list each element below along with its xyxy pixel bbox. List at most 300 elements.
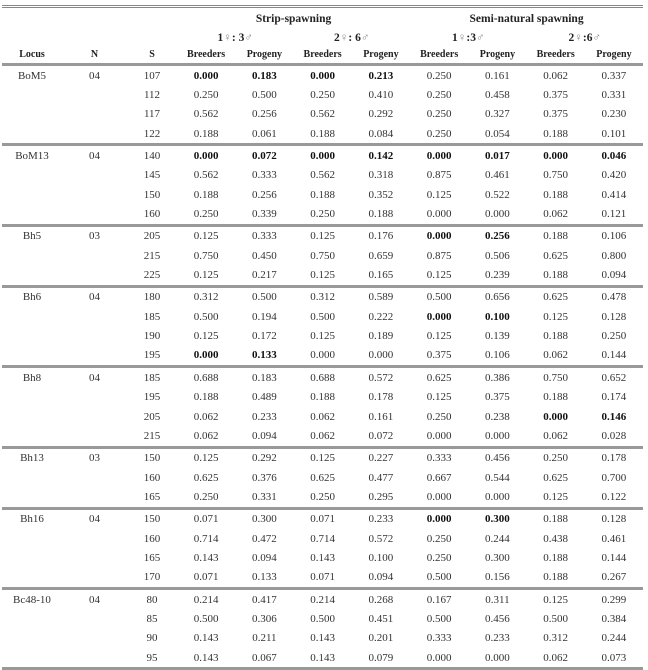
locus-name-empty <box>2 85 62 104</box>
group-strip-spawning: Strip-spawning <box>177 7 410 30</box>
frequency-cell: 0.125 <box>294 447 352 468</box>
locus-n: 04 <box>62 588 127 609</box>
table-row <box>2 367 643 388</box>
allele-size: 95 <box>127 648 177 669</box>
locus-n-empty <box>62 185 127 204</box>
frequency-cell: 0.071 <box>177 508 235 529</box>
frequency-cell: 0.142 <box>352 145 410 166</box>
table-row <box>2 548 643 567</box>
table-row <box>2 204 643 225</box>
column-header-s: S <box>127 46 177 65</box>
column-header-breeders: Breeders <box>177 46 235 65</box>
frequency-cell: 0.250 <box>193 490 219 503</box>
frequency-cell: 0.500 <box>193 612 219 625</box>
frequency-cell: 0.128 <box>585 508 643 529</box>
table-row <box>2 487 643 508</box>
frequency-cell: 0.000 <box>410 508 468 529</box>
frequency-cell: 0.000 <box>177 145 235 166</box>
column-header-n: N <box>62 46 127 65</box>
frequency-cell: 0.062 <box>543 69 569 82</box>
frequency-cell: 0.125 <box>426 391 452 404</box>
ratio-separator: : <box>466 31 471 44</box>
frequency-cell: 0.295 <box>368 490 394 503</box>
allele-size: 90 <box>146 632 158 645</box>
frequency-cell: 0.222 <box>368 310 394 323</box>
frequency-cell: 0.214 <box>294 588 352 609</box>
frequency-cell: 0.122 <box>601 490 627 503</box>
locus-name-empty <box>2 609 62 628</box>
frequency-cell: 0.133 <box>252 349 277 362</box>
frequency-cell: 0.000 <box>543 410 569 423</box>
frequency-cell: 0.339 <box>252 208 277 221</box>
ratio-separator: : <box>231 31 239 44</box>
frequency-cell: 0.375 <box>543 89 569 102</box>
frequency-cell: 0.146 <box>601 410 627 423</box>
locus-n-empty <box>62 529 127 548</box>
allele-size: 107 <box>143 69 161 82</box>
frequency-cell: 0.562 <box>193 169 219 182</box>
frequency-cell: 0.188 <box>310 127 335 140</box>
frequency-cell: 0.375 <box>543 108 569 121</box>
frequency-cell: 0.244 <box>485 532 510 545</box>
frequency-cell: 0.125 <box>310 269 335 282</box>
frequency-cell: 0.028 <box>601 429 627 442</box>
frequency-cell: 0.062 <box>543 349 569 362</box>
ratio-male-count: 3 <box>470 31 476 44</box>
locus-name-empty <box>2 185 62 204</box>
frequency-cell: 0.875 <box>426 249 452 262</box>
allele-size: 145 <box>143 169 161 182</box>
frequency-cell: 0.667 <box>426 471 452 484</box>
frequency-cell: 0.250 <box>310 490 335 503</box>
table-row <box>2 105 643 124</box>
table-row <box>2 346 643 367</box>
locus-name: Bh16 <box>2 508 62 529</box>
frequency-cell: 0.062 <box>310 429 335 442</box>
frequency-cell: 0.375 <box>485 391 510 404</box>
frequency-cell: 0.250 <box>527 447 585 468</box>
female-symbol-icon: ♀ <box>574 31 583 44</box>
frequency-cell: 0.376 <box>252 471 277 484</box>
frequency-cell: 0.125 <box>543 310 569 323</box>
frequency-cell: 0.143 <box>193 551 219 564</box>
locus-name: Bh8 <box>2 367 62 388</box>
ratio-female-count: 2 <box>334 31 340 44</box>
frequency-cell: 0.233 <box>252 410 277 423</box>
frequency-cell: 0.318 <box>368 169 394 182</box>
locus-n-empty <box>62 265 127 286</box>
frequency-cell: 0.071 <box>193 571 219 584</box>
allele-size: 185 <box>127 367 177 388</box>
frequency-cell: 0.161 <box>485 69 510 82</box>
frequency-cell: 0.188 <box>543 551 569 564</box>
frequency-cell: 0.312 <box>177 286 235 307</box>
locus-n-empty <box>62 487 127 508</box>
allele-size: 150 <box>127 447 177 468</box>
column-header-progeny: Progeny <box>468 46 526 65</box>
frequency-cell: 0.625 <box>310 471 335 484</box>
frequency-cell: 0.188 <box>543 269 569 282</box>
frequency-cell: 0.292 <box>235 447 293 468</box>
table-row <box>2 447 643 468</box>
frequency-cell: 0.256 <box>468 225 526 246</box>
table-row <box>2 629 643 648</box>
frequency-cell: 0.625 <box>543 249 569 262</box>
frequency-cell: 0.172 <box>252 330 277 343</box>
frequency-cell: 0.054 <box>485 127 510 140</box>
frequency-cell: 0.500 <box>310 310 335 323</box>
frequency-cell: 0.375 <box>426 349 452 362</box>
frequency-cell: 0.352 <box>368 188 394 201</box>
frequency-cell: 0.500 <box>193 310 219 323</box>
frequency-cell: 0.451 <box>368 612 394 625</box>
frequency-cell: 0.250 <box>426 127 452 140</box>
frequency-cell: 0.544 <box>485 471 510 484</box>
frequency-cell: 0.094 <box>601 269 627 282</box>
locus-n-empty <box>62 85 127 104</box>
frequency-cell: 0.410 <box>368 89 394 102</box>
frequency-cell: 0.750 <box>543 169 569 182</box>
frequency-cell: 0.188 <box>193 127 219 140</box>
ratio-header <box>294 29 411 46</box>
female-symbol-icon: ♀ <box>339 31 349 44</box>
frequency-cell: 0.250 <box>426 532 452 545</box>
locus-name-empty <box>2 407 62 426</box>
allele-size: 215 <box>143 429 161 442</box>
frequency-cell: 0.311 <box>468 588 526 609</box>
table-row <box>2 225 643 246</box>
frequency-cell: 0.500 <box>252 89 277 102</box>
frequency-cell: 0.238 <box>485 410 510 423</box>
frequency-cell: 0.176 <box>352 225 410 246</box>
table-row <box>2 407 643 426</box>
frequency-cell: 0.156 <box>485 571 510 584</box>
locus-name-empty <box>2 105 62 124</box>
frequency-cell: 0.125 <box>426 188 452 201</box>
frequency-cell: 0.062 <box>543 208 569 221</box>
frequency-cell: 0.500 <box>426 571 452 584</box>
frequency-cell: 0.000 <box>426 490 452 503</box>
frequency-cell: 0.506 <box>485 249 510 262</box>
frequency-cell: 0.125 <box>177 225 235 246</box>
male-symbol-icon: ♂ <box>592 31 602 44</box>
locus-name-empty <box>2 426 62 447</box>
locus-n: 04 <box>62 508 127 529</box>
locus-n-empty <box>62 246 127 265</box>
column-header-breeders: Breeders <box>294 46 352 65</box>
frequency-cell: 0.062 <box>193 410 219 423</box>
frequency-cell: 0.420 <box>601 169 627 182</box>
locus-name-empty <box>2 548 62 567</box>
frequency-cell: 0.299 <box>585 588 643 609</box>
frequency-cell: 0.250 <box>310 89 335 102</box>
frequency-cell: 0.312 <box>294 286 352 307</box>
frequency-cell: 0.188 <box>543 571 569 584</box>
locus-n-empty <box>62 346 127 367</box>
allele-size: 195 <box>143 349 161 362</box>
frequency-cell: 0.106 <box>485 349 510 362</box>
locus-name-empty <box>2 487 62 508</box>
frequency-cell: 0.143 <box>294 648 352 669</box>
frequency-cell: 0.688 <box>294 367 352 388</box>
ratio-female-count: 1 <box>217 31 224 44</box>
frequency-cell: 0.327 <box>485 108 510 121</box>
locus-name: Bh5 <box>2 225 62 246</box>
frequency-cell: 0.143 <box>310 551 335 564</box>
frequency-cell: 0.500 <box>543 612 569 625</box>
frequency-cell: 0.714 <box>193 532 219 545</box>
frequency-cell: 0.128 <box>601 310 627 323</box>
ratio-separator: : <box>582 31 587 44</box>
frequency-cell: 0.046 <box>585 145 643 166</box>
locus-name-empty <box>2 629 62 648</box>
frequency-cell: 0.125 <box>426 330 452 343</box>
column-header-breeders: Breeders <box>410 46 468 65</box>
ratio-male-count: 6 <box>355 31 361 44</box>
frequency-cell: 0.750 <box>193 249 219 262</box>
frequency-cell: 0.417 <box>235 588 293 609</box>
frequency-cell: 0.230 <box>601 108 627 121</box>
frequency-cell: 0.188 <box>193 391 219 404</box>
locus-n-empty <box>62 609 127 628</box>
frequency-cell: 0.522 <box>485 188 510 201</box>
frequency-cell: 0.750 <box>527 367 585 388</box>
ratio-header <box>527 29 644 46</box>
locus-n-empty <box>62 629 127 648</box>
locus-n-empty <box>62 426 127 447</box>
frequency-cell: 0.174 <box>601 391 627 404</box>
frequency-cell: 0.562 <box>193 108 219 121</box>
locus-name-empty <box>2 124 62 145</box>
frequency-cell: 0.062 <box>193 429 219 442</box>
table-row <box>2 124 643 145</box>
ratio-separator: : <box>348 31 356 44</box>
frequency-cell: 0.250 <box>426 108 452 121</box>
table-row <box>2 166 643 185</box>
frequency-cell: 0.062 <box>527 648 585 669</box>
frequency-cell: 0.144 <box>601 349 627 362</box>
frequency-cell: 0.652 <box>585 367 643 388</box>
allele-size: 122 <box>143 127 161 140</box>
frequency-cell: 0.188 <box>310 188 335 201</box>
locus-name-empty <box>2 326 62 345</box>
frequency-cell: 0.017 <box>468 145 526 166</box>
allele-size: 165 <box>143 490 161 503</box>
frequency-cell: 0.572 <box>368 532 394 545</box>
frequency-cell: 0.250 <box>193 89 219 102</box>
frequency-cell: 0.194 <box>252 310 277 323</box>
allele-size: 160 <box>143 471 161 484</box>
locus-n-empty <box>62 548 127 567</box>
frequency-cell: 0.333 <box>252 169 277 182</box>
table-row <box>2 85 643 104</box>
male-symbol-icon: ♂ <box>244 31 253 44</box>
frequency-cell: 0.500 <box>426 612 452 625</box>
frequency-cell: 0.000 <box>294 145 352 166</box>
frequency-cell: 0.143 <box>310 632 335 645</box>
column-header-locus: Locus <box>2 46 62 65</box>
table-row <box>2 65 643 86</box>
locus-n: 04 <box>62 145 127 166</box>
male-symbol-icon: ♂ <box>360 31 370 44</box>
frequency-cell: 0.562 <box>310 169 335 182</box>
locus-n-empty <box>62 468 127 487</box>
table-row <box>2 307 643 326</box>
frequency-cell: 0.000 <box>485 208 510 221</box>
frequency-cell: 0.312 <box>543 632 569 645</box>
frequency-cell: 0.084 <box>368 127 394 140</box>
frequency-cell: 0.211 <box>252 632 277 645</box>
frequency-cell: 0.161 <box>368 410 394 423</box>
frequency-cell: 0.244 <box>601 632 627 645</box>
frequency-cell: 0.456 <box>485 612 510 625</box>
locus-n-empty <box>62 307 127 326</box>
frequency-cell: 0.188 <box>368 208 394 221</box>
allele-size: 170 <box>143 571 161 584</box>
frequency-cell: 0.250 <box>426 69 452 82</box>
frequency-cell: 0.292 <box>368 108 394 121</box>
female-symbol-icon: ♀ <box>457 31 467 44</box>
frequency-cell: 0.183 <box>252 69 277 82</box>
frequency-cell: 0.000 <box>310 69 335 82</box>
frequency-cell: 0.625 <box>527 286 585 307</box>
frequency-cell: 0.143 <box>177 648 235 669</box>
frequency-cell: 0.125 <box>193 269 219 282</box>
locus-n-empty <box>62 407 127 426</box>
frequency-cell: 0.625 <box>193 471 219 484</box>
frequency-cell: 0.100 <box>368 551 394 564</box>
locus-n: 04 <box>89 69 100 82</box>
frequency-cell: 0.188 <box>527 225 585 246</box>
frequency-cell: 0.139 <box>485 330 510 343</box>
locus-name: Bh13 <box>2 447 62 468</box>
frequency-cell: 0.100 <box>485 310 510 323</box>
frequency-cell: 0.000 <box>426 429 452 442</box>
frequency-cell: 0.094 <box>368 571 394 584</box>
frequency-cell: 0.256 <box>252 108 277 121</box>
ratio-male-count: 6 <box>586 31 593 44</box>
frequency-cell: 0.188 <box>543 188 569 201</box>
allele-size: 80 <box>127 588 177 609</box>
frequency-cell: 0.125 <box>177 447 235 468</box>
locus-n-empty <box>62 124 127 145</box>
frequency-cell: 0.337 <box>601 69 627 82</box>
allele-size: 165 <box>143 551 161 564</box>
locus-n: 04 <box>62 367 127 388</box>
frequency-cell: 0.188 <box>527 508 585 529</box>
frequency-cell: 0.000 <box>193 349 219 362</box>
locus-name-empty <box>2 246 62 265</box>
frequency-cell: 0.589 <box>352 286 410 307</box>
frequency-cell: 0.250 <box>426 89 452 102</box>
frequency-cell: 0.456 <box>468 447 526 468</box>
table-row <box>2 648 643 669</box>
locus-name-empty <box>2 468 62 487</box>
table-row <box>2 588 643 609</box>
frequency-cell: 0.000 <box>485 490 510 503</box>
allele-size: 117 <box>143 108 161 121</box>
frequency-cell: 0.438 <box>543 532 569 545</box>
column-header-progeny: Progeny <box>352 46 410 65</box>
allele-size: 150 <box>127 508 177 529</box>
frequency-cell: 0.183 <box>235 367 293 388</box>
table-row <box>2 265 643 286</box>
frequency-cell: 0.000 <box>193 69 219 82</box>
frequency-cell: 0.073 <box>585 648 643 669</box>
frequency-cell: 0.188 <box>543 127 569 140</box>
female-symbol-icon: ♀ <box>223 31 232 44</box>
allele-size: 85 <box>146 612 158 625</box>
frequency-cell: 0.165 <box>368 269 394 282</box>
frequency-cell: 0.000 <box>410 145 468 166</box>
frequency-cell: 0.625 <box>543 471 569 484</box>
frequency-cell: 0.750 <box>310 249 335 262</box>
locus-name-empty <box>2 568 62 589</box>
allele-size: 225 <box>143 269 161 282</box>
frequency-cell: 0.250 <box>310 208 335 221</box>
frequency-cell: 0.000 <box>368 349 394 362</box>
locus-name-empty <box>2 346 62 367</box>
frequency-cell: 0.268 <box>352 588 410 609</box>
table-row <box>2 568 643 589</box>
ratio-female-count: 2 <box>568 31 575 44</box>
frequency-cell: 0.072 <box>235 145 293 166</box>
frequency-cell: 0.414 <box>601 188 627 201</box>
frequency-cell: 0.306 <box>252 612 277 625</box>
locus-name: Bc48-10 <box>2 588 62 609</box>
table-row <box>2 246 643 265</box>
frequency-cell: 0.450 <box>252 249 277 262</box>
locus-n-empty <box>62 388 127 407</box>
frequency-cell: 0.300 <box>485 551 510 564</box>
allele-size: 150 <box>143 188 161 201</box>
table-row <box>2 286 643 307</box>
frequency-cell: 0.227 <box>352 447 410 468</box>
frequency-cell: 0.300 <box>235 508 293 529</box>
frequency-cell: 0.250 <box>601 330 627 343</box>
frequency-cell: 0.067 <box>235 648 293 669</box>
frequency-cell: 0.189 <box>368 330 394 343</box>
table-body <box>2 65 643 669</box>
frequency-cell: 0.239 <box>485 269 510 282</box>
ratio-header <box>177 29 294 46</box>
frequency-cell: 0.256 <box>252 188 277 201</box>
frequency-cell: 0.106 <box>585 225 643 246</box>
table-row <box>2 468 643 487</box>
locus-n-empty <box>62 166 127 185</box>
frequency-cell: 0.625 <box>410 367 468 388</box>
frequency-cell: 0.125 <box>543 490 569 503</box>
locus-name-empty <box>2 307 62 326</box>
frequency-cell: 0.125 <box>193 330 219 343</box>
frequency-cell: 0.458 <box>485 89 510 102</box>
locus-n: 03 <box>62 225 127 246</box>
frequency-cell: 0.143 <box>193 632 219 645</box>
header-spacer <box>2 7 177 30</box>
frequency-cell: 0.101 <box>601 127 627 140</box>
frequency-cell: 0.000 <box>310 349 335 362</box>
frequency-cell: 0.000 <box>485 429 510 442</box>
frequency-cell: 0.386 <box>468 367 526 388</box>
locus-name: BoM5 <box>17 69 47 82</box>
frequency-cell: 0.714 <box>310 532 335 545</box>
frequency-cell: 0.188 <box>543 330 569 343</box>
locus-n-empty <box>62 326 127 345</box>
locus-name: BoM13 <box>2 145 62 166</box>
allele-size: 160 <box>143 208 161 221</box>
allele-size: 205 <box>143 410 161 423</box>
frequency-cell: 0.094 <box>252 551 277 564</box>
